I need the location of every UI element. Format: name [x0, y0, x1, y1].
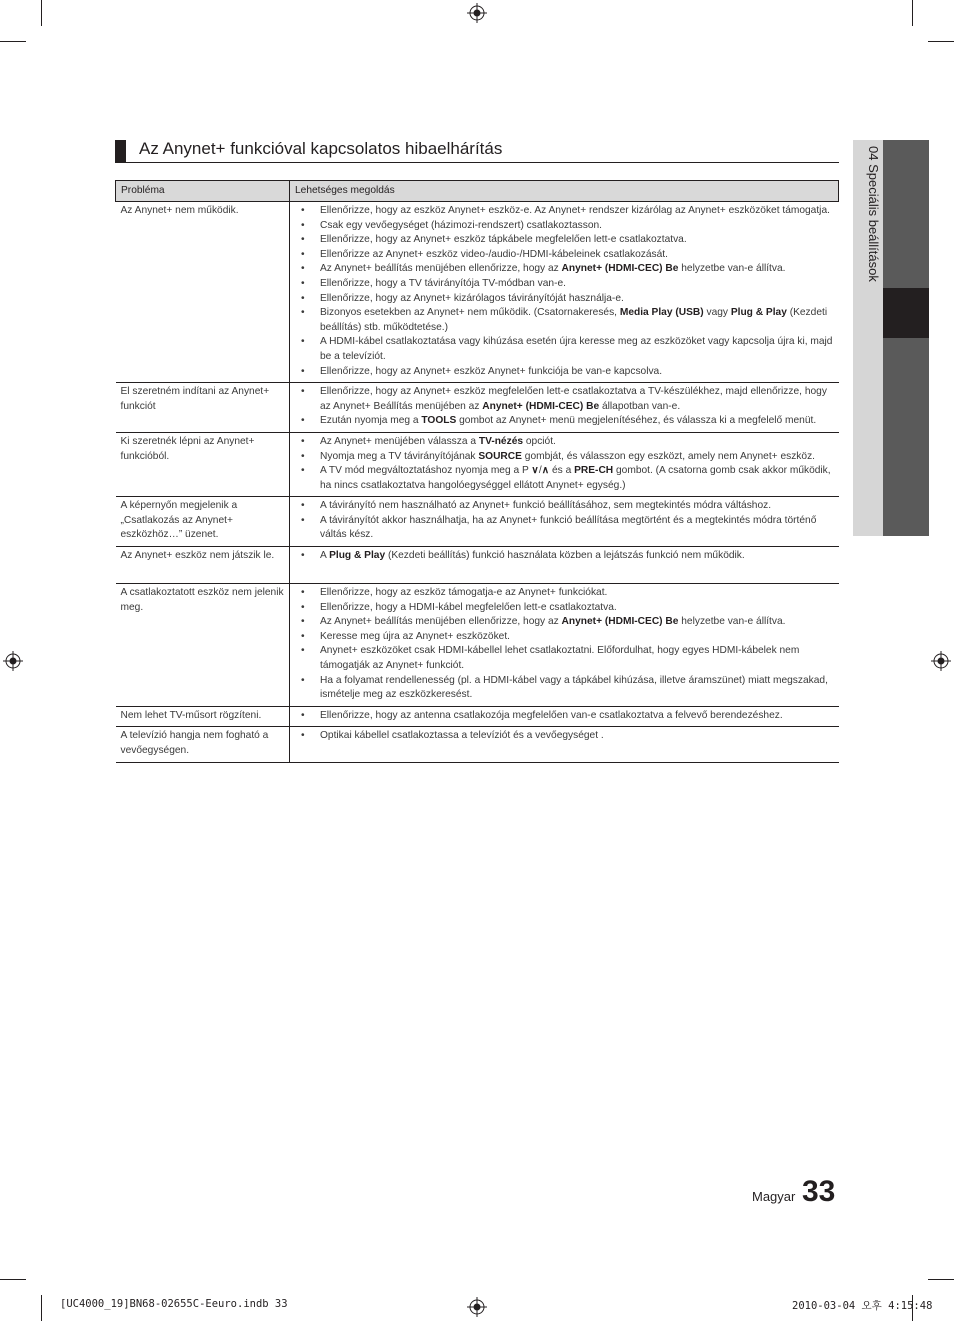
print-timestamp: 2010-03-04 오후 4:15:48: [792, 1300, 933, 1312]
registration-mark-icon: [467, 1297, 487, 1317]
tab-block-active: [883, 288, 929, 338]
solution-item: • Ellenőrizze, hogy az eszköz támogatja-e az Anynet+ funkciókat.: [294, 586, 835, 601]
table-row: [116, 727, 839, 762]
problem-cell: A televízió hangja nem fogható a vevőegységen.: [116, 727, 290, 762]
solution-item: • Ellenőrizze az Anynet+ eszköz video-/audio-/HDMI-kábeleinek csatlakozását.: [294, 248, 835, 263]
table-row: [116, 383, 839, 433]
registration-mark-icon: [3, 651, 23, 671]
crop-mark: [0, 1279, 26, 1280]
solution-item: • Ellenőrizze, hogy az Anynet+ eszköz megfelelően lett-e csatlakoztatva a TV-készülékhez, majd ellenőrizze, hogy az Anynet+ Beállítás menüjében az Anynet+ (HDMI-CEC) Be állapotban van-e.: [294, 385, 835, 414]
solution-cell: [290, 547, 839, 584]
solution-list: [294, 549, 835, 564]
solution-item: • Optikai kábellel csatlakoztassa a televíziót és a vevőegységet .: [294, 729, 835, 744]
solution-list: [294, 499, 835, 543]
solution-item: • A HDMI-kábel csatlakoztatása vagy kihúzása esetén újra keresse meg az eszközöket vagy kapcsolja újra ki, majd be a televíziót.: [294, 335, 835, 364]
solution-item: • A távirányítót akkor használhatja, ha az Anynet+ funkció beállítása megtörtént és a megtekintés módra történő váltás kész.: [294, 514, 835, 543]
crop-mark: [912, 0, 913, 26]
solution-cell: [290, 383, 839, 433]
crop-mark: [928, 1279, 954, 1280]
table-row: [116, 432, 839, 496]
problem-cell: El szeretném indítani az Anynet+ funkciót: [116, 383, 290, 433]
solution-item: • Az Anynet+ beállítás menüjében ellenőrizze, hogy az Anynet+ (HDMI-CEC) Be helyzetbe van-e állítva.: [294, 615, 835, 630]
solution-item: • Ellenőrizze, hogy az antenna csatlakozója megfelelően van-e csatlakoztatva a felvevő berendezéshez.: [294, 709, 835, 724]
page-title: Az Anynet+ funkcióval kapcsolatos hibaelhárítás: [139, 139, 503, 158]
solution-item: • Ellenőrizze, hogy az Anynet+ eszköz Anynet+ funkciója be van-e kapcsolva.: [294, 365, 835, 380]
problem-cell: Nem lehet TV-műsort rögzíteni.: [116, 706, 290, 727]
solution-item: • Ellenőrizze, hogy a HDMI-kábel megfelelően lett-e csatlakoztatva.: [294, 601, 835, 616]
problem-cell: Az Anynet+ nem működik.: [116, 202, 290, 383]
solution-cell: [290, 432, 839, 496]
crop-mark: [41, 0, 42, 26]
tab-block: [883, 338, 929, 536]
solution-list: [294, 729, 835, 744]
heading-marker: [115, 140, 126, 162]
solution-item: • Keresse meg újra az Anynet+ eszközöket.: [294, 630, 835, 645]
registration-mark-icon: [467, 3, 487, 23]
solution-list: [294, 204, 835, 379]
table-header-row: [116, 181, 839, 202]
solution-item: • Ellenőrizze, hogy a TV távirányítója TV-módban van-e.: [294, 277, 835, 292]
solution-item: • Bizonyos esetekben az Anynet+ nem működik. (Csatornakeresés, Media Play (USB) vagy Plug & Play (Kezdeti beállítás) stb. működtetése.): [294, 306, 835, 335]
table-row: [116, 202, 839, 383]
table-row: [116, 547, 839, 584]
solution-item: • Ellenőrizze, hogy az Anynet+ eszköz tápkábele megfelelően lett-e csatlakoztatva.: [294, 233, 835, 248]
heading-rule: [115, 162, 839, 163]
column-header-problem: Probléma: [116, 181, 290, 202]
solution-cell: [290, 497, 839, 547]
solution-item: • Ellenőrizze, hogy az eszköz Anynet+ eszköz-e. Az Anynet+ rendszer kizárólag az Anynet+ eszközöket támogatja.: [294, 204, 835, 219]
crop-mark: [928, 41, 954, 42]
solution-item: • Az Anynet+ beállítás menüjében ellenőrizze, hogy az Anynet+ (HDMI-CEC) Be helyzetbe van-e állítva.: [294, 262, 835, 277]
chapter-side-tab: [853, 140, 929, 536]
print-file-info: [UC4000_19]BN68-02655C-Eeuro.indb 33: [60, 1298, 288, 1310]
solution-item: • A távirányító nem használható az Anynet+ funkció beállításához, sem megtekintés módra váltáshoz.: [294, 499, 835, 514]
table-row: [116, 584, 839, 707]
solution-cell: [290, 202, 839, 383]
solution-cell: [290, 706, 839, 727]
solution-item: • A TV mód megváltoztatáshoz nyomja meg a P ∨/∧ és a PRE-CH gombot. (A csatorna gomb csak akkor működik, ha nincs csatlakoztatva hangolóegységgel ellátott Anynet+ egység.): [294, 464, 835, 493]
page-language: Magyar: [752, 1189, 796, 1204]
solution-list: [294, 385, 835, 429]
solution-item: • Ezután nyomja meg a TOOLS gombot az Anynet+ menü megjelenítéséhez, és válassza ki a megfelelő menüt.: [294, 414, 835, 429]
solution-list: [294, 435, 835, 493]
problem-cell: Az Anynet+ eszköz nem játszik le.: [116, 547, 290, 584]
solution-list: [294, 586, 835, 703]
registration-mark-icon: [931, 651, 951, 671]
solution-item: • Csak egy vevőegységet (házimozi-rendszert) csatlakoztasson.: [294, 219, 835, 234]
tab-block: [883, 140, 929, 288]
solution-item: • Nyomja meg a TV távirányítójának SOURCE gombját, és válasszon egy eszközt, amely nem Anynet+ eszköz.: [294, 450, 835, 465]
problem-cell: A képernyőn megjelenik a „Csatlakozás az Anynet+ eszközhöz…” üzenet.: [116, 497, 290, 547]
solution-cell: [290, 727, 839, 762]
crop-mark: [0, 41, 26, 42]
problem-cell: Ki szeretnék lépni az Anynet+ funkcióból.: [116, 432, 290, 496]
chapter-label: 04 Speciális beállítások: [866, 146, 881, 282]
problem-cell: A csatlakoztatott eszköz nem jelenik meg.: [116, 584, 290, 707]
column-header-solution: Lehetséges megoldás: [290, 181, 839, 202]
solution-cell: [290, 584, 839, 707]
crop-mark: [41, 1295, 42, 1321]
solution-item: • Ha a folyamat rendellenesség (pl. a HDMI-kábel vagy a tápkábel kihúzása, illetve áramszünet) miatt megszakad, ismételje meg az eszközkeresést.: [294, 674, 835, 703]
solution-item: • Ellenőrizze, hogy az Anynet+ kizárólagos távirányítóját használja-e.: [294, 292, 835, 307]
solution-item: • Anynet+ eszközöket csak HDMI-kábellel lehet csatlakoztatni. Előfordulhat, hogy egyes HDMI-kábelek nem támogatják az Anynet+ funkciót.: [294, 644, 835, 673]
troubleshooting-table: [115, 180, 839, 763]
solution-list: [294, 709, 835, 724]
table-row: [116, 497, 839, 547]
table-row: [116, 706, 839, 727]
page-number: 33: [802, 1175, 836, 1208]
table-body: [116, 202, 839, 763]
solution-item: • A Plug & Play (Kezdeti beállítás) funkció használata közben a lejátszás funkció nem működik.: [294, 549, 835, 564]
solution-item: • Az Anynet+ menüjében válassza a TV-nézés opciót.: [294, 435, 835, 450]
